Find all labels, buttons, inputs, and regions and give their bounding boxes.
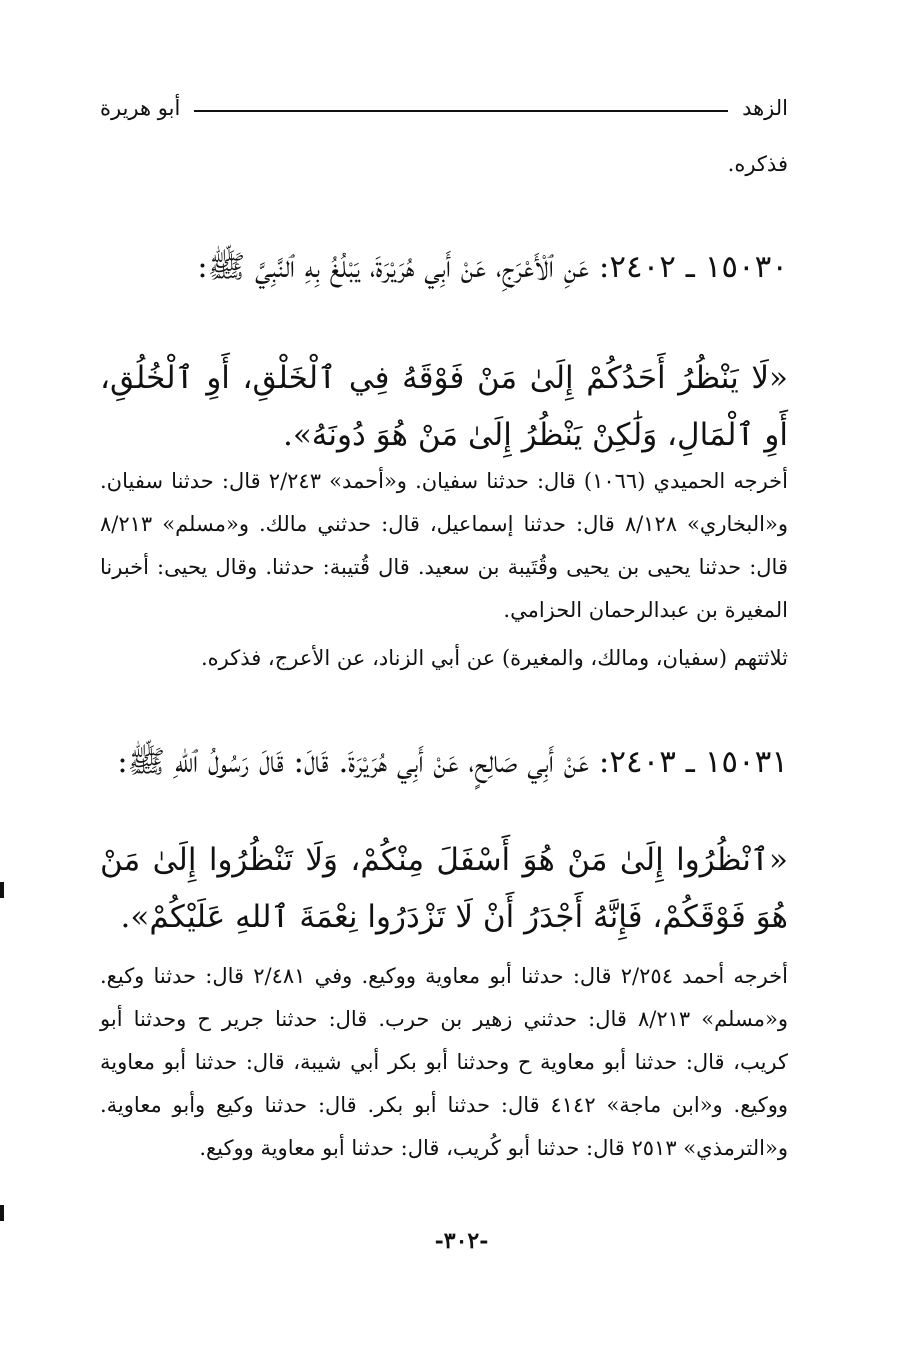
takhrij-paragraph: أخرجه الحميدي (١٠٦٦) قال: حدثنا سفيان. و«أحمد» ٢/٢٤٣ قال: حدثنا سفيان. و«البخاري» ٨/١٢٨ قال: حدثنا إسماعيل، قال: حدثني مالك. و«مسلم» ٨/٢١٣ قال: حدثنا يحيى بن يحيى وقُتَيبة بن سعيد. قال قُتيبة: حدثنا. وقال يحيى: أخبرنا المغيرة بن عبدالرحمان الحزامي. xyxy=(100,469,789,622)
continuation-text: فذكره. xyxy=(727,152,788,176)
hadith-heading: ١٥٠٣٠ ـ ٢٤٠٢: عَنِ ٱلْأَعْرَجِ، عَنْ أَبِي هُرَيْرَةَ، يَبْلُغُ بِهِ ٱلنَّبِيَّ ﷺ: xyxy=(197,249,788,285)
scan-edge-mark xyxy=(0,882,4,898)
chapter-title: الزهد xyxy=(742,96,788,120)
header-rule xyxy=(194,110,728,112)
running-header xyxy=(100,86,788,120)
narrator-title: أبو هريرة xyxy=(100,96,181,120)
hadith-text: «لَا يَنْظُرُ أَحَدُكُمْ إِلَىٰ مَنْ فَوْقَهُ فِي ٱلْخَلْقِ، أَوِ ٱلْخُلُقِ، أَوِ ٱلْمَالِ، وَلَٰكِنْ يَنْظُرُ إِلَىٰ مَنْ هُوَ دُونَهُ». xyxy=(100,360,788,453)
takhrij-summary: ثلاثتهم (سفيان، ومالك، والمغيرة) عن أبي الزناد، عن الأعرج، فذكره. xyxy=(200,646,788,670)
scan-edge-mark xyxy=(0,1205,4,1221)
hadith-text: «ٱنْظُرُوا إِلَىٰ مَنْ هُوَ أَسْفَلَ مِنْكُمْ، وَلَا تَنْظُرُوا إِلَىٰ مَنْ هُوَ فَوْقَكُمْ، فَإِنَّهُ أَجْدَرُ أَنْ لَا تَزْدَرُوا نِعْمَةَ ٱللهِ عَلَيْكُمْ». xyxy=(100,842,788,935)
page-number: -٣٠٢- xyxy=(434,1228,489,1254)
takhrij-paragraph: أخرجه أحمد ٢/٢٥٤ قال: حدثنا أبو معاوية ووكيع. وفي ٢/٤٨١ قال: حدثنا وكيع. و«مسلم» ٨/٢١٣ قال: حدثني زهير بن حرب. قال: حدثنا جرير ح وحدثنا أبو كريب، قال: حدثنا أبو معاوية ح وحدثنا أبو بكر أبي شيبة، قال: حدثنا أبو معاوية ووكيع. و«ابن ماجة» ٤١٤٢ قال: حدثنا أبو بكر. قال: حدثنا وكيع وأبو معاوية. و«الترمذي» ٢٥١٣ قال: حدثنا أبو كُريب، قال: حدثنا أبو معاوية ووكيع. xyxy=(100,964,788,1160)
hadith-heading: ١٥٠٣١ ـ ٢٤٠٣: عَنْ أَبِي صَالِحٍ، عَنْ أَبِي هُرَيْرَةَ. قَالَ: قَالَ رَسُولُ ٱللهِ ﷺ: xyxy=(117,744,788,780)
